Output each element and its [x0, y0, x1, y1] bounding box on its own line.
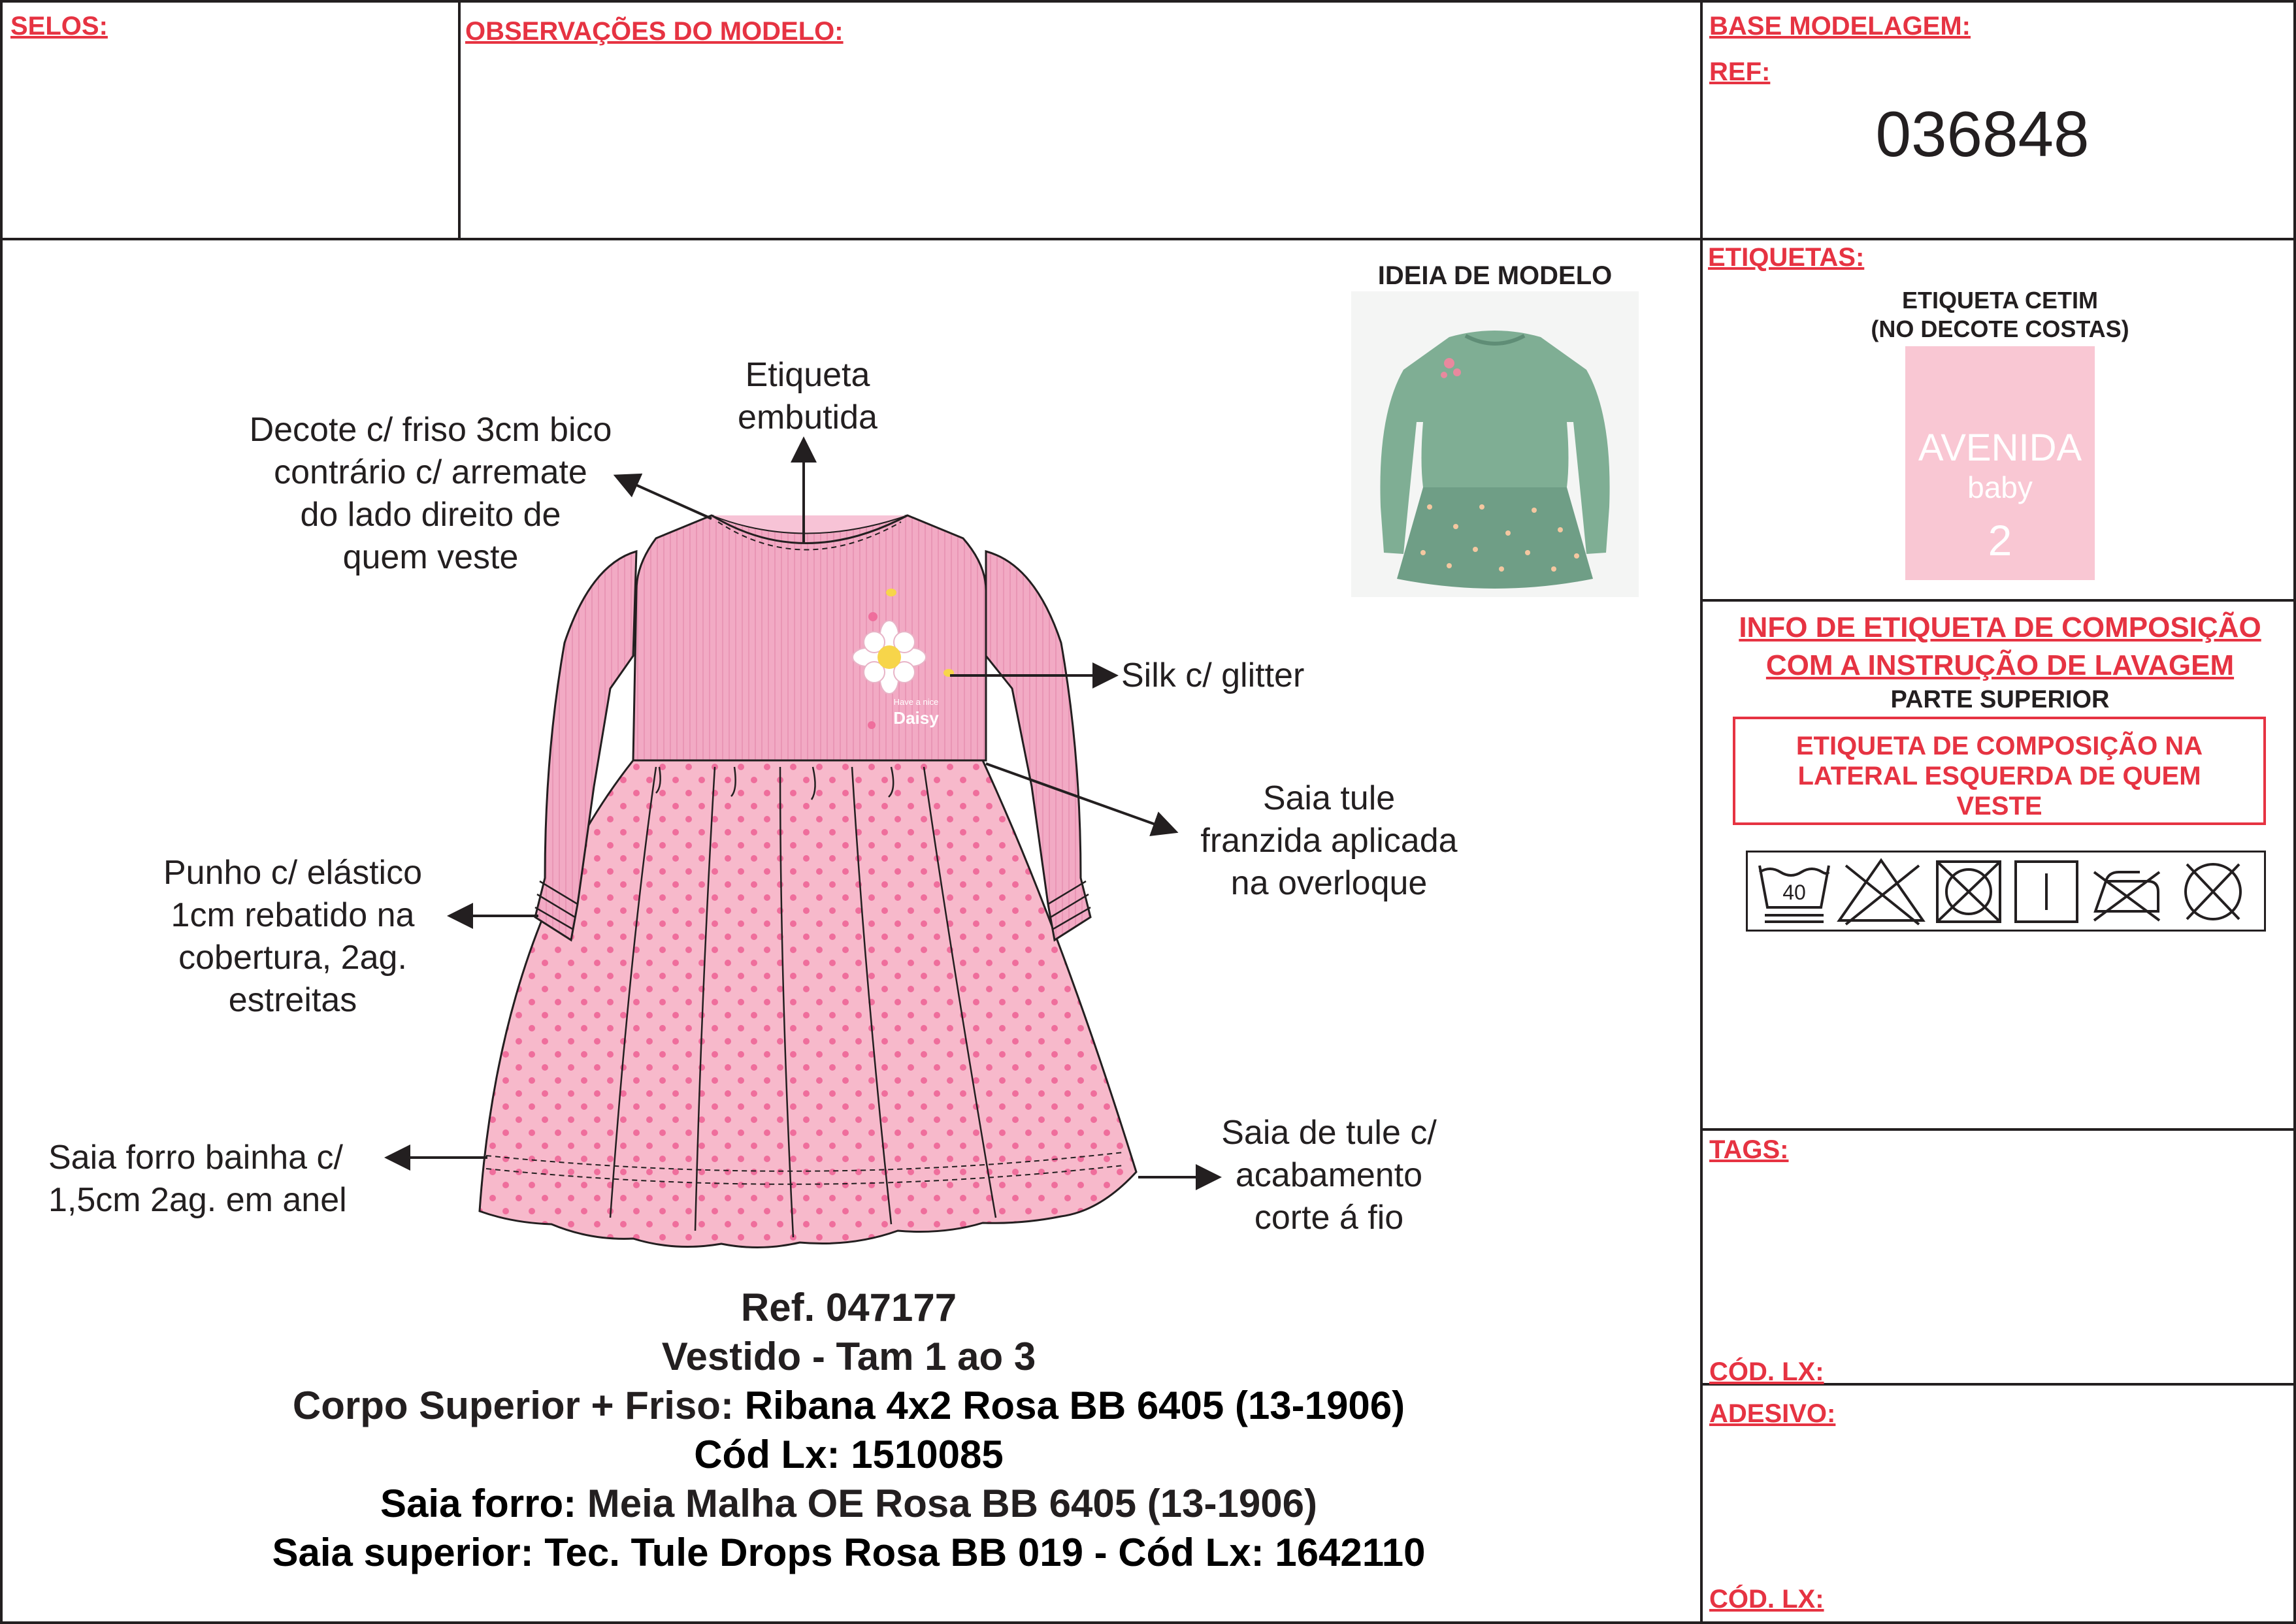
divider-composicao	[1700, 1128, 2296, 1131]
brand-subline: baby	[1967, 470, 2033, 504]
spec-vestido: Vestido - Tam 1 ao 3	[661, 1335, 1036, 1378]
wash-40-icon	[1760, 866, 1829, 922]
arrow-decote	[618, 477, 712, 519]
etiqueta-cetim: ETIQUETA CETIM (NO DECOTE COSTAS)	[1871, 287, 2129, 342]
base-modelagem-label: BASE MODELAGEM:	[1709, 12, 1971, 41]
ref-number: 036848	[1875, 98, 2090, 170]
dress-technical-drawing	[3, 3, 1700, 1283]
spec-corpo: Corpo Superior + Friso: Ribana 4x2 Rosa BB 6405 (13-1906)	[292, 1384, 1405, 1427]
tags-label: TAGS:	[1709, 1135, 1789, 1164]
annotation-punho: Punho c/ elástico 1cm rebatido na cobertura, 2ag. estreitas	[163, 854, 423, 1019]
observacoes-label: OBSERVAÇÕES DO MODELO:	[465, 17, 844, 46]
parte-superior: PARTE SUPERIOR	[1890, 686, 2110, 713]
spec-block	[3, 1283, 1695, 1577]
annotation-saia-forro: Saia forro bainha c/ 1,5cm 2ag. em anel	[48, 1139, 347, 1219]
divider-etiquetas	[1700, 599, 2296, 602]
spec-cod-lx: Cód Lx: 1510085	[694, 1433, 1004, 1476]
print-line-1: Have a nice	[893, 697, 939, 707]
tags-cod-lx-label: CÓD. LX:	[1709, 1357, 1824, 1386]
composicao-title: INFO DE ETIQUETA DE COMPOSIÇÃO COM A INSTRUÇÃO DE LAVAGEM	[1739, 611, 2261, 681]
annotation-silk: Silk c/ glitter	[1121, 657, 1305, 694]
no-dry-clean-icon	[2186, 864, 2240, 919]
adesivo-cod-lx-label: CÓD. LX:	[1709, 1585, 1824, 1614]
care-symbols-svg	[1748, 853, 2264, 930]
model-idea-title: IDEIA DE MODELO	[1377, 261, 1613, 290]
spec-ref: Ref. 047177	[740, 1286, 957, 1329]
no-iron-icon	[2094, 872, 2159, 920]
annotation-saia-tule: Saia tule franzida aplicada na overloque	[1200, 779, 1458, 902]
brand-name: AVENIDA	[1918, 427, 2082, 469]
no-bleach-icon	[1839, 860, 1923, 924]
composicao-box: ETIQUETA DE COMPOSIÇÃO NA LATERAL ESQUERDA DE QUEM VESTE	[1733, 717, 2266, 825]
line-dry-icon	[2016, 862, 2077, 922]
label-size: 2	[1988, 516, 2012, 564]
print-line-2: Daisy	[893, 708, 939, 728]
adesivo-label: ADESIVO:	[1709, 1399, 1836, 1428]
wash-temp: 40	[1782, 881, 1806, 904]
selos-label: SELOS:	[10, 12, 108, 41]
spec-saia-superior: Saia superior: Tec. Tule Drops Rosa BB 019 - Cód Lx: 1642110	[272, 1531, 1426, 1574]
ref-label: REF:	[1709, 57, 1771, 86]
divider-right-column	[1700, 3, 1703, 1624]
annotation-saia-de-tule: Saia de tule c/ acabamento corte á fio	[1221, 1114, 1437, 1237]
care-symbols	[1746, 851, 2266, 932]
annotation-etiqueta: Etiqueta embutida	[738, 356, 877, 436]
no-tumble-dry-icon	[1937, 862, 2000, 922]
brand-label-patch	[1905, 346, 2095, 580]
annotation-decote: Decote c/ friso 3cm bico contrário c/ arremate do lado direito de quem veste	[249, 411, 612, 576]
spec-saia-forro: Saia forro: Meia Malha OE Rosa BB 6405 (13-1906)	[380, 1482, 1317, 1525]
etiquetas-label: ETIQUETAS:	[1708, 243, 1865, 272]
